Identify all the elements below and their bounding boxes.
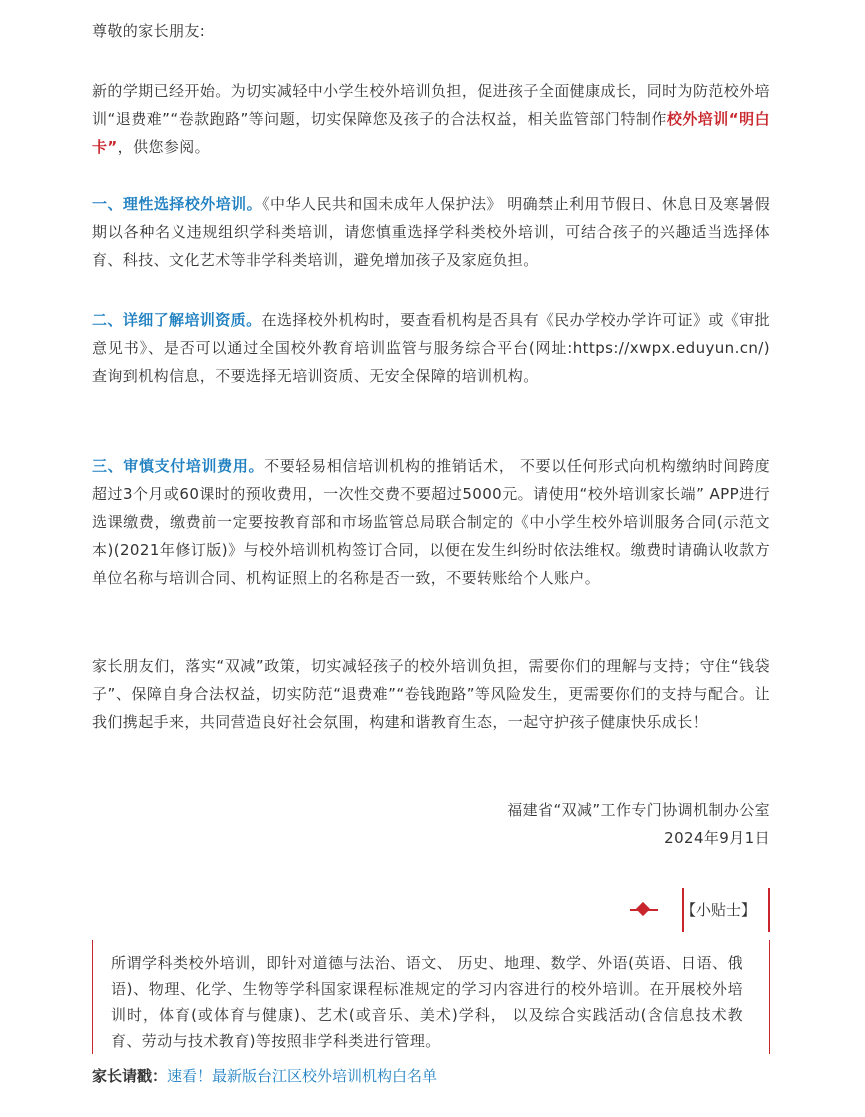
signature-date: 2024年9月1日 [664,829,770,847]
closing-paragraph: 家长朋友们，落实“双减”政策，切实减轻孩子的校外培训负担，需要你们的理解与支持；守住“钱袋子”、保障自身合法权益，切实防范“退费难”“卷钱跑路”等风险发生，更需要你们的支持与配合。让我们携起手来，共同营造良好社会氛围，构建和谐教育生态，一起守护孩子健康快乐成长！ [92,657,770,731]
salutation: 尊敬的家长朋友: [92,22,206,40]
section-1-heading: 一、理性选择校外培训。 [92,195,263,213]
diamond-icon [636,902,650,916]
section-1-body: 《中华人民共和国未成年人保护法》 明确禁止利用节假日、休息日及寒暑假期以各种名义违规组织学科类培训，请您慎重选择学科类校外培训，可结合孩子的兴趣适当选择体育、科技、文化艺术等非学科类培训，避免增加孩子及家庭负担。 [92,195,771,269]
section-3 [92,452,770,592]
section-2-heading: 二、详细了解培训资质。 [92,311,262,329]
intro-paragraph [92,77,770,161]
intro-text: 新的学期已经开始。为切实减轻中小学生校外培训负担，促进孩子全面健康成长，同时为防范校外培训“退费难”“卷款跑路”等问题，切实保障您及孩子的合法权益，相关监管部门特制作 [92,82,770,128]
intro-tail: ，供您参阅。 [117,138,211,156]
footer-label: 家长请戳： [92,1067,168,1085]
section-2 [92,306,770,390]
whitelist-link[interactable]: 速看！最新版台江区校外培训机构白名单 [167,1067,438,1085]
footer-link-row [92,1062,437,1090]
tip-text: 所谓学科类校外培训，即针对道德与法治、语文、 历史、地理、数学、外语(英语、日语、俄语)、物理、化学、生物等学科国家课程标准规定的学习内容进行的校外培训。在开展校外培训时，体育(或体育与健康)、艺术(或音乐、美术)学科， 以及综合实践活动(含信息技术教育、劳动与技术教育)等按照非学科类进行管理。 [111,954,743,1050]
section-1 [92,190,770,274]
intro-highlight: 校外培训“明白卡” [92,110,770,156]
tip-box [92,888,770,1054]
signature-org: 福建省“双减”工作专门协调机制办公室 [507,801,770,819]
section-2-body: 在选择校外机构时，要查看机构是否具有《民办学校办学许可证》或《审批意见书》、是否可以通过全国校外教育培训监管与服务综合平台(网址:https://xwpx.eduyun.cn/)查询到机构信息，不要选择无培训资质、无安全保障的培训机构。 [92,311,770,385]
tip-header [630,888,770,932]
tip-label: 【小贴士】 [680,901,756,919]
tip-content-frame [92,940,770,1054]
section-3-heading: 三、审慎支付培训费用。 [92,457,265,475]
section-3-body: 不要轻易相信培训机构的推销话术， 不要以任何形式向机构缴纳时间跨度超过3个月或60课时的预收费用，一次性交费不要超过5000元。请使用“校外培训家长端” APP进行选课缴费，缴费前一定要按教育部和市场监管总局联合制定的《中小学生校外培训服务合同(示范文本)(2021年修订版)》与校外培训机构签订合同，以便在发生纠纷时依法维权。缴费时请确认收款方单位名称与培训合同、机构证照上的名称是否一致，不要转账给个人账户。 [92,457,770,587]
